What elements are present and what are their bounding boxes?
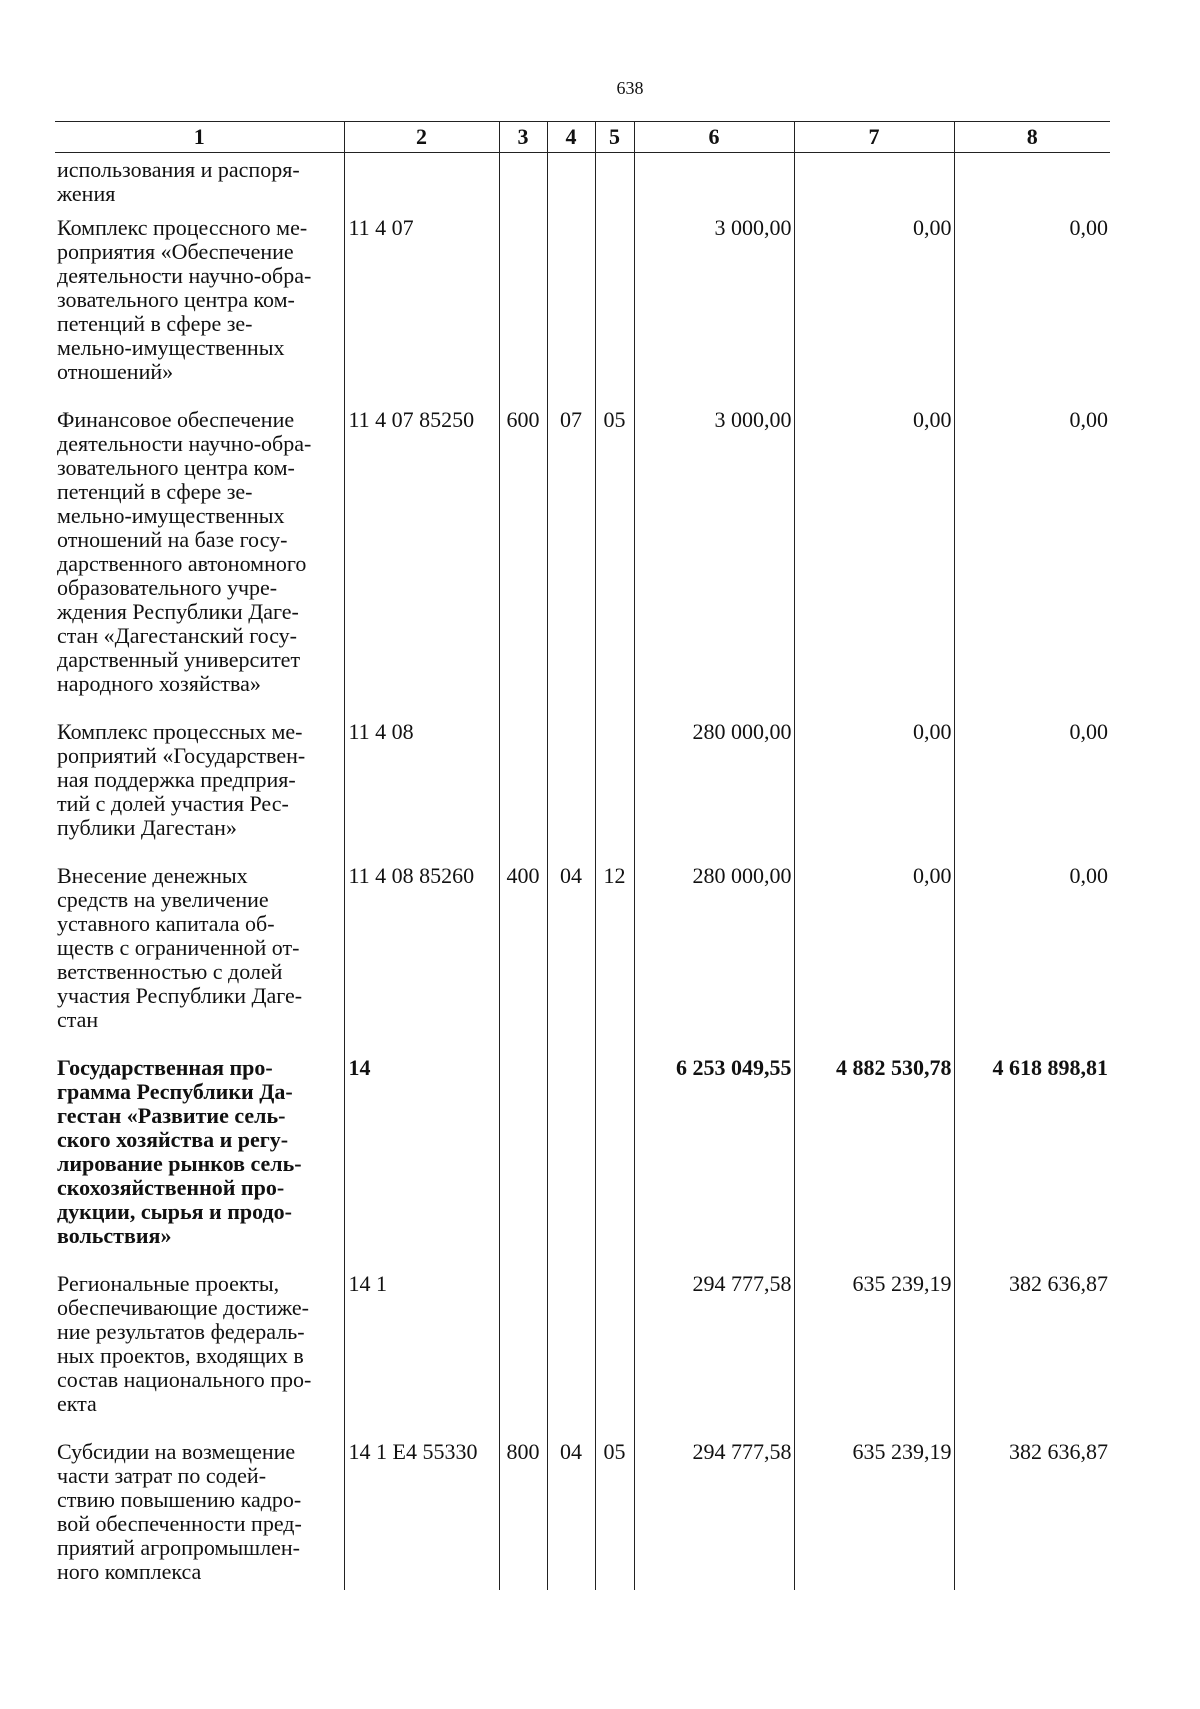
row-amount-col8-cell: 382 636,87 — [954, 1272, 1110, 1440]
row-name-cell: Государственная про- грамма Республики Да- гестан «Развитие сель- ского хозяйства и регу- лирование рынков сель- скохозяйственной про- дукции, сырья и продо- вольствия» — [57, 1055, 302, 1248]
header-row — [55, 122, 1110, 153]
row-amount-col7-cell: 635 239,19 — [794, 1272, 954, 1440]
row-code-cell: 14 — [344, 1056, 499, 1272]
row-expense-type-cell — [499, 153, 547, 217]
row-expense-type-cell — [499, 216, 547, 408]
row-amount-col6-cell — [634, 153, 794, 217]
table-row — [55, 1440, 1110, 1590]
row-expense-type-cell — [499, 1272, 547, 1440]
row-amount-col6-cell: 294 777,58 — [634, 1440, 794, 1590]
column-header: 7 — [794, 122, 954, 153]
row-amount-col6-cell: 3 000,00 — [634, 408, 794, 720]
row-amount-col7-cell: 0,00 — [794, 720, 954, 864]
row-subsection-cell — [595, 1272, 634, 1440]
row-subsection-cell — [595, 216, 634, 408]
row-amount-col8-cell: 0,00 — [954, 408, 1110, 720]
table-row — [55, 1056, 1110, 1272]
row-name-cell: Внесение денежных средств на увеличение уставного капитала об- ществ с ограниченной от- ветственностью с долей участия Республики Даге- стан — [57, 863, 303, 1032]
row-section-cell — [547, 1272, 595, 1440]
row-section-cell — [547, 153, 595, 217]
row-code-cell: 14 1 — [344, 1272, 499, 1440]
row-amount-col8-cell: 0,00 — [954, 216, 1110, 408]
row-section-cell — [547, 216, 595, 408]
row-subsection-cell: 05 — [595, 408, 634, 720]
table-row — [55, 408, 1110, 720]
row-name-cell: использования и распоря- жения — [57, 157, 300, 206]
row-amount-col6-cell: 280 000,00 — [634, 864, 794, 1056]
row-amount-col8-cell — [954, 153, 1110, 217]
row-amount-col7-cell: 0,00 — [794, 864, 954, 1056]
budget-table — [55, 121, 1110, 1590]
column-header: 3 — [499, 122, 547, 153]
row-amount-col8-cell: 0,00 — [954, 864, 1110, 1056]
row-amount-col7-cell: 4 882 530,78 — [794, 1056, 954, 1272]
row-subsection-cell — [595, 1056, 634, 1272]
row-amount-col7-cell: 0,00 — [794, 216, 954, 408]
row-expense-type-cell — [499, 720, 547, 864]
row-name-cell: Субсидии на возмещение части затрат по содей- ствию повышению кадро- вой обеспеченности пред- приятий агропромышлен- ного комплекса — [57, 1439, 302, 1584]
column-header: 1 — [55, 122, 344, 153]
page-number: 638 — [616, 78, 644, 98]
row-name-cell: Комплекс процессного ме- роприятия «Обеспечение деятельности научно-обра- зовательного центра ком- петенций в сфере зе- мельно-имущественных отношений» — [57, 215, 312, 384]
row-amount-col7-cell: 635 239,19 — [794, 1440, 954, 1590]
row-amount-col8-cell: 4 618 898,81 — [954, 1056, 1110, 1272]
column-header: 6 — [634, 122, 794, 153]
table-row — [55, 216, 1110, 408]
row-expense-type-cell — [499, 1056, 547, 1272]
row-subsection-cell: 05 — [595, 1440, 634, 1590]
row-amount-col8-cell: 0,00 — [954, 720, 1110, 864]
row-subsection-cell — [595, 720, 634, 864]
row-expense-type-cell: 400 — [499, 864, 547, 1056]
row-amount-col6-cell: 3 000,00 — [634, 216, 794, 408]
row-section-cell — [547, 1056, 595, 1272]
row-amount-col6-cell: 294 777,58 — [634, 1272, 794, 1440]
row-amount-col8-cell: 382 636,87 — [954, 1440, 1110, 1590]
table-row — [55, 720, 1110, 864]
column-header: 8 — [954, 122, 1110, 153]
row-section-cell — [547, 720, 595, 864]
row-amount-col7-cell: 0,00 — [794, 408, 954, 720]
column-header: 5 — [595, 122, 634, 153]
table-row — [55, 864, 1110, 1056]
row-code-cell: 11 4 08 — [344, 720, 499, 864]
table-row — [55, 1272, 1110, 1440]
row-section-cell: 07 — [547, 408, 595, 720]
row-subsection-cell: 12 — [595, 864, 634, 1056]
row-expense-type-cell: 800 — [499, 1440, 547, 1590]
row-amount-col7-cell — [794, 153, 954, 217]
table-body — [55, 153, 1110, 1591]
column-header: 2 — [344, 122, 499, 153]
row-code-cell: 11 4 07 — [344, 216, 499, 408]
row-code-cell: 14 1 Е4 55330 — [344, 1440, 499, 1590]
row-section-cell: 04 — [547, 1440, 595, 1590]
column-header: 4 — [547, 122, 595, 153]
row-subsection-cell — [595, 153, 634, 217]
row-amount-col6-cell: 280 000,00 — [634, 720, 794, 864]
row-section-cell: 04 — [547, 864, 595, 1056]
row-code-cell: 11 4 08 85260 — [344, 864, 499, 1056]
row-code-cell: 11 4 07 85250 — [344, 408, 499, 720]
row-name-cell: Финансовое обеспечение деятельности научно-обра- зовательного центра ком- петенций в сфере зе- мельно-имущественных отношений на базе госу- дарственного автономного образовательного учре- ждения Республики Даге- стан «Дагестанский госу- дарственный университет народного хозяйства» — [57, 407, 312, 696]
table-row — [55, 153, 1110, 217]
row-name-cell: Региональные проекты, обеспечивающие достиже- ние результатов федераль- ных проектов, входящих в состав национального про- екта — [57, 1271, 312, 1416]
row-name-cell: Комплекс процессных ме- роприятий «Государствен- ная поддержка предприя- тий с долей участия Рес- публики Дагестан» — [57, 719, 306, 840]
row-expense-type-cell: 600 — [499, 408, 547, 720]
row-code-cell — [344, 153, 499, 217]
row-amount-col6-cell: 6 253 049,55 — [634, 1056, 794, 1272]
